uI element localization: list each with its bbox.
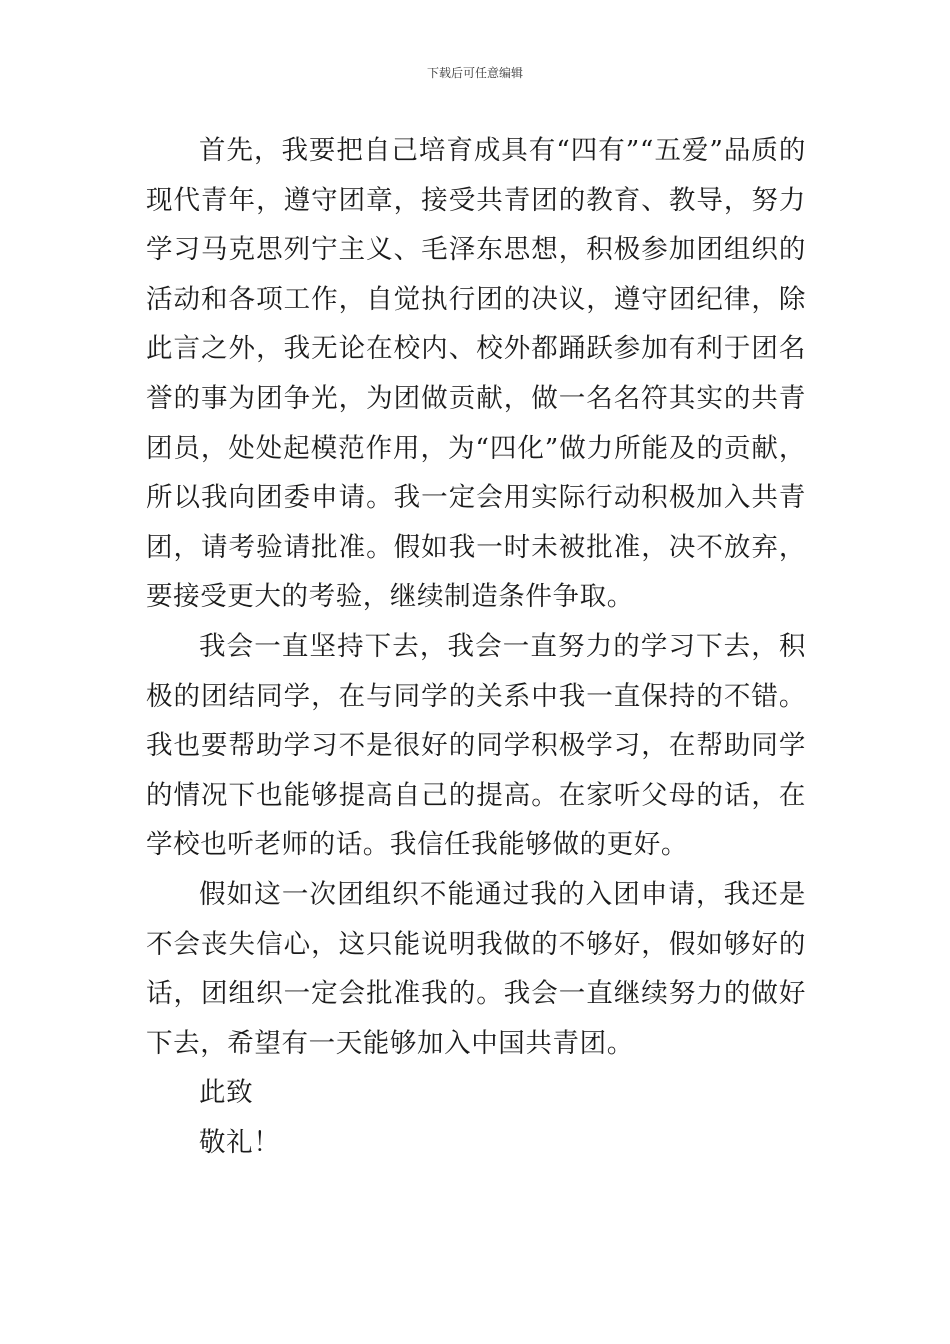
closing-salutation: 此致 [199,1077,254,1109]
closing-regards: 敬礼！ [199,1126,281,1158]
paragraph-2: 我会一直坚持下去，我会一直努力的学习下去，积极的团结同学，在与同学的关系中我一直保持的不错。我也要帮助学习不是很好的同学积极学习，在帮助同学的情况下也能够提高自己的提高。在家听父母的话，在学校也听老师的话。我信任我能够做的更好。 [146,630,806,861]
page-header: 下载后可任意编辑 [426,66,523,80]
letter-body [146,126,806,1167]
paragraph-1: 首先，我要把自己培育成具有“四有”“五爱”品质的现代青年，遵守团章，接受共青团的教育、教导，努力学习马克思列宁主义、毛泽东思想，积极参加团组织的活动和各项工作，自觉执行团的决议，遵守团纪律，除此言之外，我无论在校内、校外都踊跃参加有利于团名誉的事为团争光，为团做贡献，做一名名符其实的共青团员，处处起模范作用，为“四化”做力所能及的贡献，所以我向团委申请。我一定会用实际行动积极加入共青团，请考验请批准。假如我一时未被批准，决不放弃，要接受更大的考验，继续制造条件争取。 [146,135,806,613]
paragraph-3: 假如这一次团组织不能通过我的入团申请，我还是不会丧失信心，这只能说明我做的不够好，假如够好的话，团组织一定会批准我的。我会一直继续努力的做好下去，希望有一天能够加入中国共青团。 [146,878,806,1059]
